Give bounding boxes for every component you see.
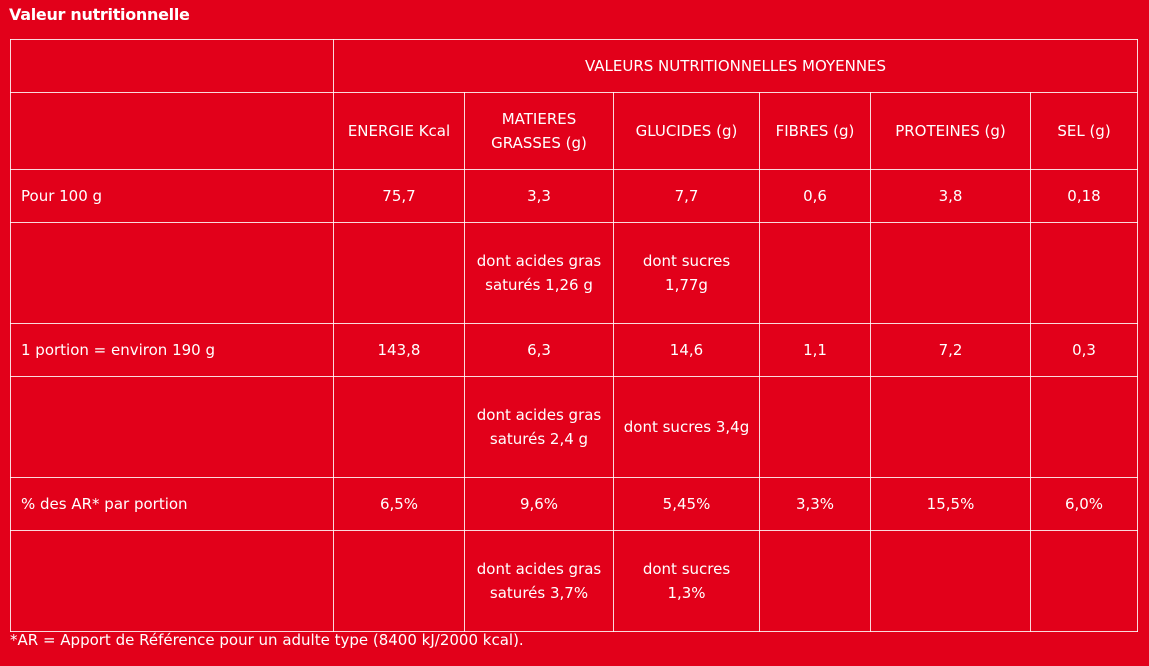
- column-header-fibres: FIBRES (g): [760, 93, 871, 170]
- value-cell-proteines: 15,5%: [871, 478, 1031, 531]
- empty-cell: [871, 377, 1031, 478]
- column-header-energie: ENERGIE Kcal: [334, 93, 465, 170]
- nutrition-table: [10, 39, 1138, 632]
- empty-cell: [334, 531, 465, 632]
- empty-cell: [11, 531, 334, 632]
- table-row: [11, 478, 1138, 531]
- value-cell-proteines: 7,2: [871, 324, 1031, 377]
- value-cell-energie: 6,5%: [334, 478, 465, 531]
- row-label: % des AR* par portion: [11, 478, 334, 531]
- empty-cell: [11, 377, 334, 478]
- saturated-fat-cell: dont acides gras saturés 2,4 g: [465, 377, 614, 478]
- value-cell-glucides: 7,7: [614, 170, 760, 223]
- value-cell-proteines: 3,8: [871, 170, 1031, 223]
- empty-cell: [760, 223, 871, 324]
- sugars-cell: dont sucres 1,3%: [614, 531, 760, 632]
- column-header-matieres-grasses: MATIERES GRASSES (g): [465, 93, 614, 170]
- column-header-row: [11, 93, 1138, 170]
- value-cell-sel: 0,18: [1031, 170, 1138, 223]
- footnote: *AR = Apport de Référence pour un adulte type (8400 kJ/2000 kcal).: [10, 631, 524, 649]
- column-header-sel: SEL (g): [1031, 93, 1138, 170]
- empty-cell: [1031, 377, 1138, 478]
- value-cell-matieres-grasses: 6,3: [465, 324, 614, 377]
- empty-cell: [871, 531, 1031, 632]
- column-header-proteines: PROTEINES (g): [871, 93, 1031, 170]
- row-label: Pour 100 g: [11, 170, 334, 223]
- empty-cell: [760, 531, 871, 632]
- sugars-cell: dont sucres 1,77g: [614, 223, 760, 324]
- empty-cell: [760, 377, 871, 478]
- sugars-cell: dont sucres 3,4g: [614, 377, 760, 478]
- empty-cell: [11, 223, 334, 324]
- value-cell-fibres: 1,1: [760, 324, 871, 377]
- empty-cell: [334, 377, 465, 478]
- saturated-fat-cell: dont acides gras saturés 1,26 g: [465, 223, 614, 324]
- value-cell-sel: 0,3: [1031, 324, 1138, 377]
- value-cell-fibres: 3,3%: [760, 478, 871, 531]
- value-cell-glucides: 14,6: [614, 324, 760, 377]
- value-cell-energie: 143,8: [334, 324, 465, 377]
- empty-cell: [1031, 531, 1138, 632]
- page-title: Valeur nutritionnelle: [9, 5, 190, 24]
- value-cell-glucides: 5,45%: [614, 478, 760, 531]
- empty-cell: [334, 223, 465, 324]
- sub-detail-row: [11, 377, 1138, 478]
- value-cell-matieres-grasses: 9,6%: [465, 478, 614, 531]
- column-header-glucides: GLUCIDES (g): [614, 93, 760, 170]
- sub-detail-row: [11, 531, 1138, 632]
- row-label: 1 portion = environ 190 g: [11, 324, 334, 377]
- value-cell-sel: 6,0%: [1031, 478, 1138, 531]
- empty-cell: [871, 223, 1031, 324]
- value-cell-fibres: 0,6: [760, 170, 871, 223]
- saturated-fat-cell: dont acides gras saturés 3,7%: [465, 531, 614, 632]
- sub-detail-row: [11, 223, 1138, 324]
- super-header: VALEURS NUTRITIONNELLES MOYENNES: [334, 40, 1138, 93]
- value-cell-matieres-grasses: 3,3: [465, 170, 614, 223]
- value-cell-energie: 75,7: [334, 170, 465, 223]
- empty-cell: [1031, 223, 1138, 324]
- super-header-row: [11, 40, 1138, 93]
- table-row: [11, 170, 1138, 223]
- empty-cell: [11, 93, 334, 170]
- table-row: [11, 324, 1138, 377]
- empty-cell: [11, 40, 334, 93]
